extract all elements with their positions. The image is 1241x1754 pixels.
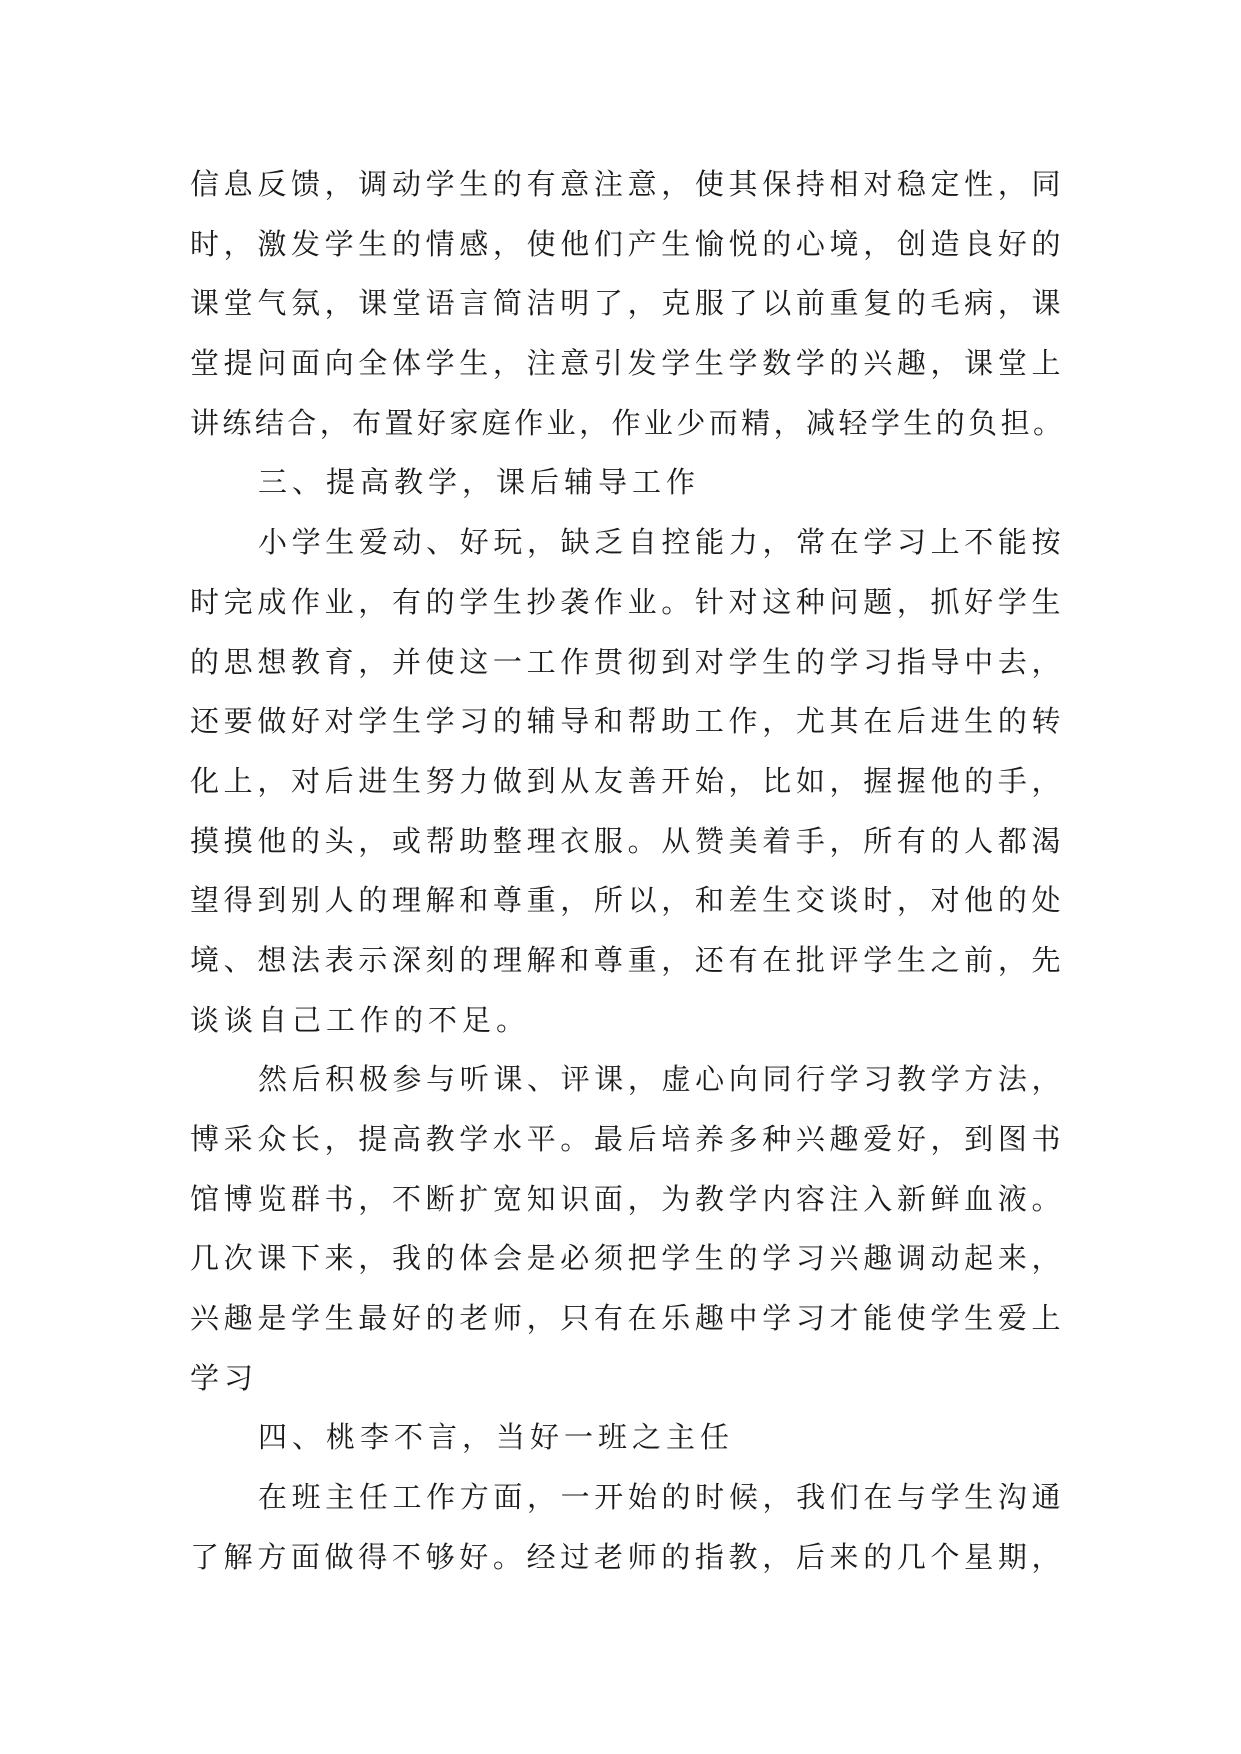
document-body: [190, 155, 1065, 1588]
text-line: 学习: [190, 1360, 259, 1395]
text-line: 几次课下来，我的体会是必须把学生的学习兴趣调动起来，: [190, 1241, 1065, 1276]
text-line: 信息反馈，调动学生的有意注意，使其保持相对稳定性，同: [190, 167, 1065, 201]
text-line: 课堂气氛，课堂语言简洁明了，克服了以前重复的毛病，课: [190, 286, 1065, 321]
text-line: 化上，对后进生努力做到从友善开始，比如，握握他的手，: [190, 763, 1065, 798]
text-line: 四、桃李不言，当好一班之主任: [258, 1420, 735, 1455]
text-line: 望得到别人的理解和尊重，所以，和差生交谈时，对他的处: [190, 883, 1065, 918]
text-line: 三、提高教学，课后辅导工作: [258, 465, 701, 500]
text-line: 小学生爱动、好玩，缺乏自控能力，常在学习上不能按: [258, 525, 1065, 560]
text-line: 时完成作业，有的学生抄袭作业。针对这种问题，抓好学生: [190, 584, 1065, 619]
text-line: 然后积极参与听课、评课，虚心向同行学习教学方法，: [258, 1062, 1065, 1097]
text-line: 时，激发学生的情感，使他们产生愉悦的心境，创造良好的: [190, 226, 1065, 261]
text-line: 在班主任工作方面，一开始的时候，我们在与学生沟通: [258, 1480, 1065, 1515]
text-line: 馆博览群书，不断扩宽知识面，为教学内容注入新鲜血液。: [190, 1181, 1065, 1216]
text-line: 了解方面做得不够好。经过老师的指教，后来的几个星期，: [190, 1539, 1065, 1574]
text-line: 堂提问面向全体学生，注意引发学生学数学的兴趣，课堂上: [190, 346, 1065, 381]
text-line: 谈谈自己工作的不足。: [190, 1002, 531, 1037]
text-line: 博采众长，提高教学水平。最后培养多种兴趣爱好，到图书: [190, 1122, 1065, 1156]
text-line: 的思想教育，并使这一工作贯彻到对学生的学习指导中去，: [190, 644, 1065, 679]
text-line: 还要做好对学生学习的辅导和帮助工作，尤其在后进生的转: [190, 704, 1065, 739]
text-line: 讲练结合，布置好家庭作业，作业少而精，减轻学生的负担。: [190, 405, 1065, 440]
text-line: 兴趣是学生最好的老师，只有在乐趣中学习才能使学生爱上: [190, 1301, 1065, 1336]
text-line: 境、想法表示深刻的理解和尊重，还有在批评学生之前，先: [190, 942, 1065, 977]
text-line: 摸摸他的头，或帮助整理衣服。从赞美着手，所有的人都渴: [190, 823, 1065, 858]
